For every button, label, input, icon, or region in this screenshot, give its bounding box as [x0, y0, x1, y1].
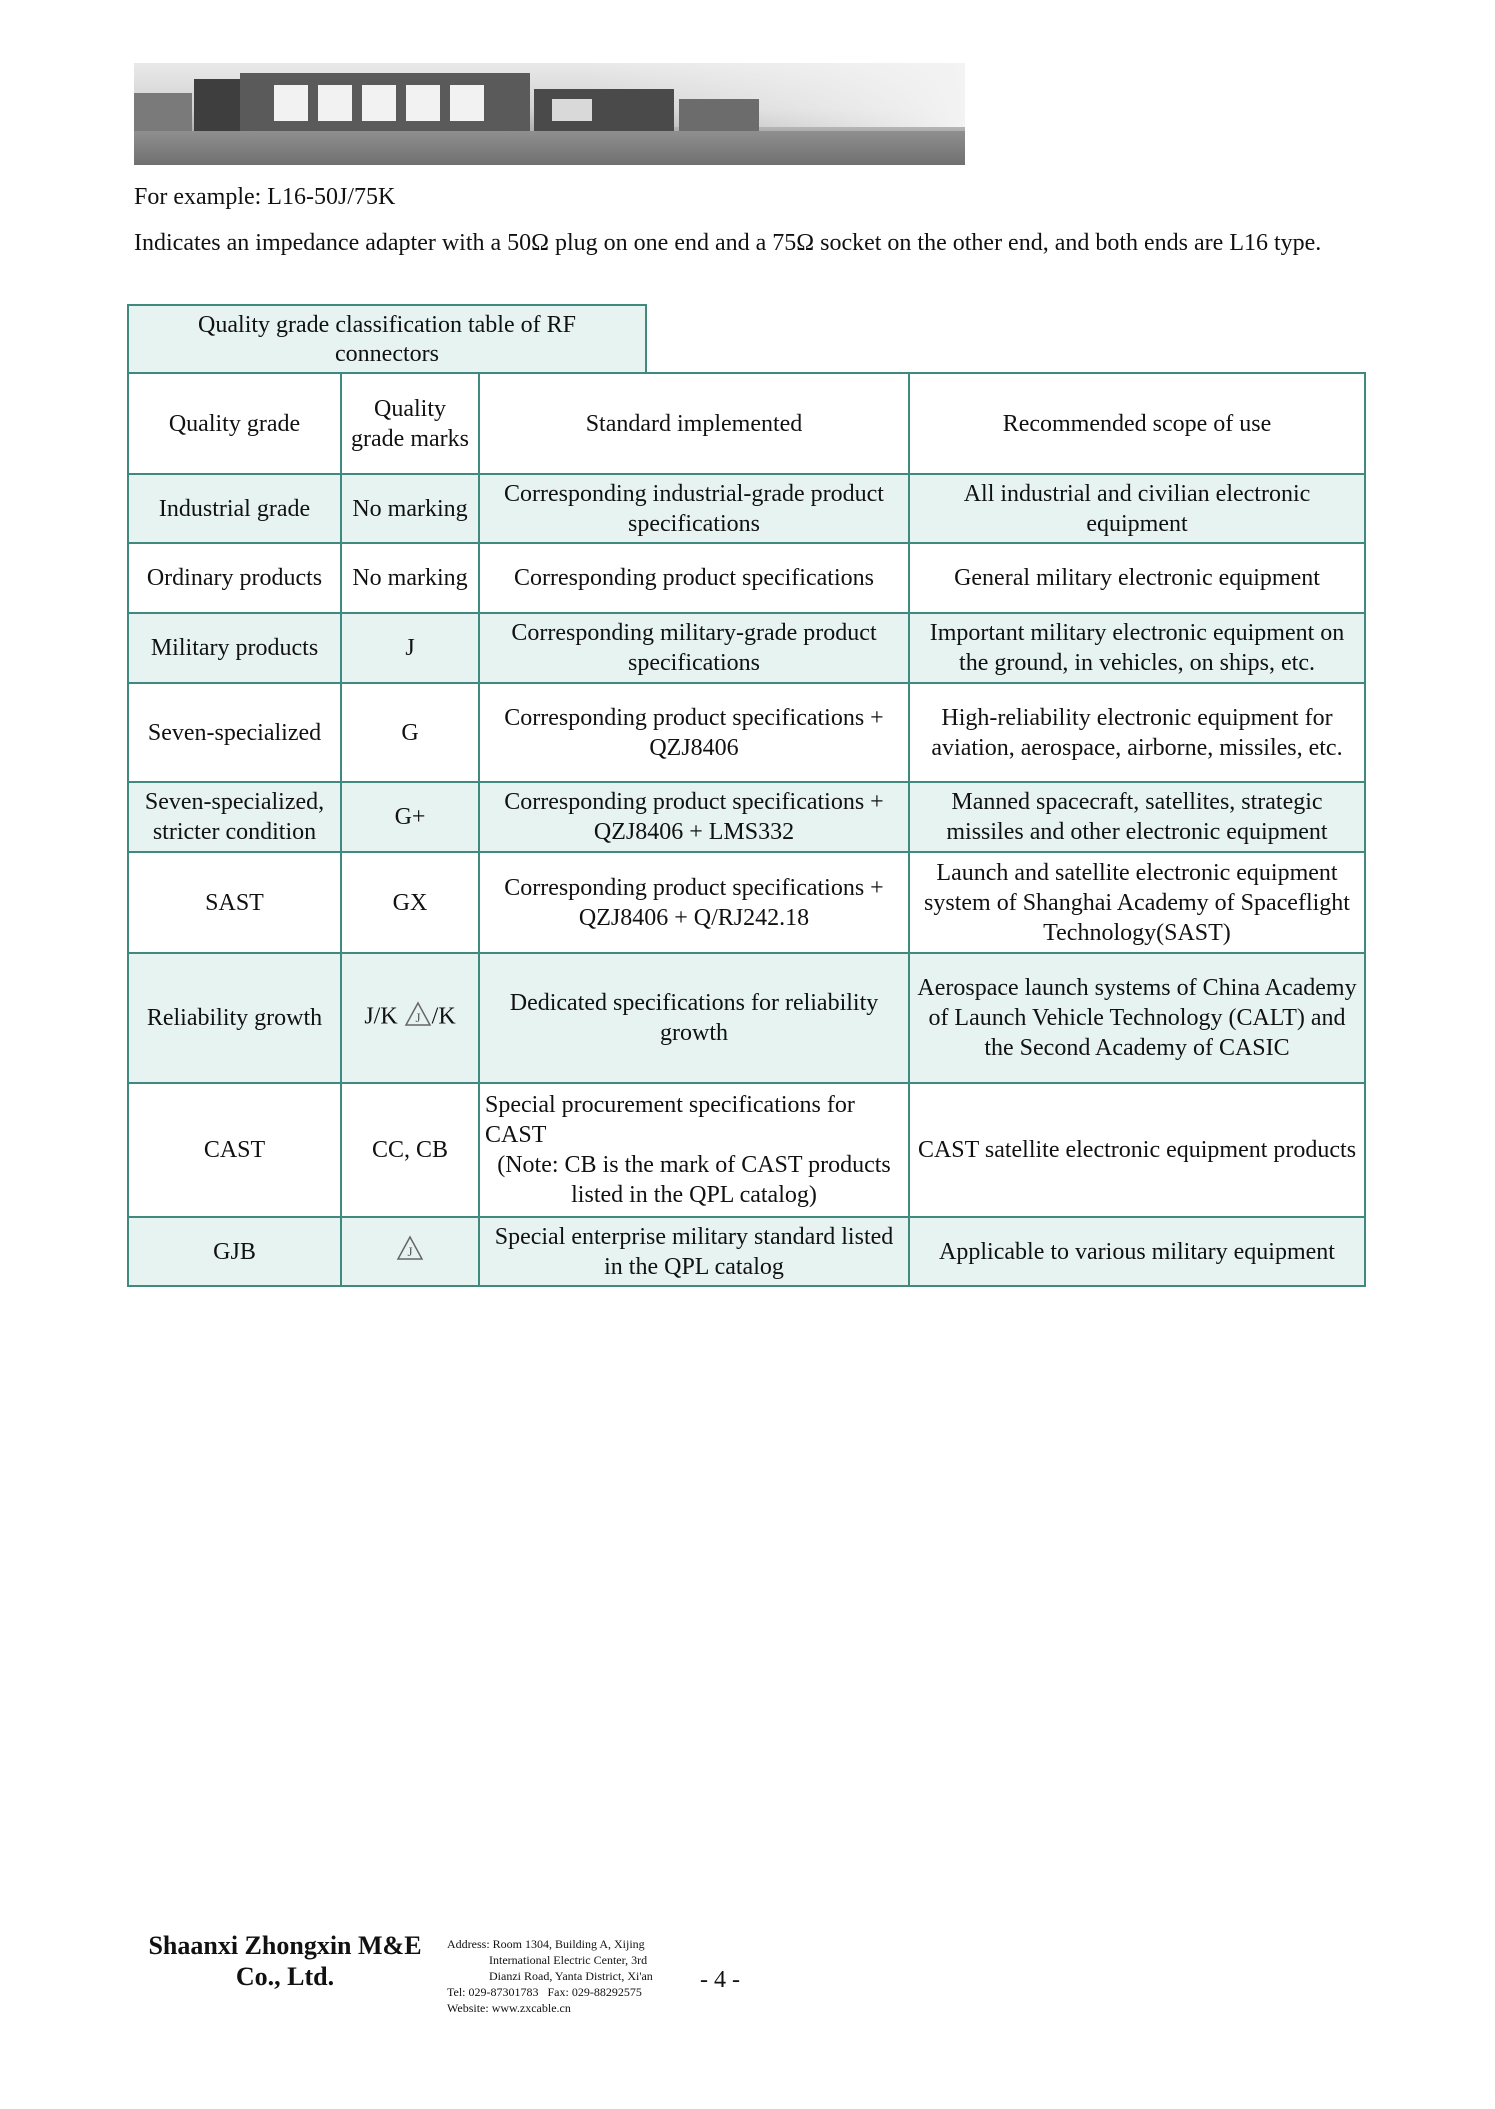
table-caption: Quality grade classification table of RF connectors — [127, 304, 647, 372]
svg-text:J: J — [407, 1243, 413, 1259]
marks-prefix: J/K — [364, 1003, 398, 1030]
standard-line-1: Special procurement specifications for CAST — [485, 1092, 855, 1148]
marks-cell: J — [341, 613, 479, 683]
website: Website: www.zxcable.cn — [447, 2001, 571, 2015]
address-line: Address: Room 1304, Building A, Xijing — [447, 1937, 645, 1951]
table-row — [128, 613, 1365, 683]
address-line: International Electric Center, 3rd — [489, 1953, 648, 1967]
scope-cell: High-reliability electronic equipment for aviation, aerospace, airborne, missiles, etc. — [909, 683, 1365, 782]
marks-cell: No marking — [341, 543, 479, 613]
header-recommended-scope: Recommended scope of use — [909, 373, 1365, 474]
marks-cell — [341, 1217, 479, 1286]
standard-note: (Note: CB is the mark of CAST products listed in the QPL catalog) — [497, 1152, 891, 1208]
standard-cell: Corresponding industrial-grade product specifications — [479, 474, 909, 543]
scope-cell: Applicable to various military equipment — [909, 1217, 1365, 1286]
warning-triangle-icon — [404, 1001, 432, 1035]
table-row — [128, 683, 1365, 782]
company-name: Shaanxi Zhongxin M&E Co., Ltd. — [148, 1931, 422, 1991]
grade-cell: GJB — [128, 1217, 341, 1286]
standard-cell: Dedicated specifications for reliability growth — [479, 953, 909, 1083]
grade-cell: Military products — [128, 613, 341, 683]
table-row — [128, 543, 1365, 613]
table-row — [128, 474, 1365, 543]
standard-cell: Corresponding product specifications + QZJ8406 + Q/RJ242.18 — [479, 852, 909, 953]
header-standard-implemented: Standard implemented — [479, 373, 909, 474]
quality-grade-table — [127, 372, 1366, 1287]
table-row — [128, 1217, 1365, 1286]
table-row — [128, 782, 1365, 852]
grade-cell: SAST — [128, 852, 341, 953]
marks-cell — [341, 953, 479, 1083]
standard-cell: Corresponding product specifications — [479, 543, 909, 613]
scope-cell: All industrial and civilian electronic equipment — [909, 474, 1365, 543]
scope-cell: CAST satellite electronic equipment products — [909, 1083, 1365, 1217]
grade-cell: Seven-specialized — [128, 683, 341, 782]
company-address — [447, 1936, 653, 2016]
svg-text:J: J — [415, 1010, 421, 1025]
header-quality-grade-marks: Quality grade marks — [341, 373, 479, 474]
marks-cell: G+ — [341, 782, 479, 852]
table-header-row — [128, 373, 1365, 474]
scope-cell: Launch and satellite electronic equipment system of Shanghai Academy of Spaceflight Technology(SAST) — [909, 852, 1365, 953]
page-number: - 4 - — [700, 1967, 740, 1993]
grade-cell: Reliability growth — [128, 953, 341, 1083]
standard-cell: Corresponding military-grade product specifications — [479, 613, 909, 683]
description-text: Indicates an impedance adapter with a 50Ω plug on one end and a 75Ω socket on the other end, and both ends are L16 type. — [134, 230, 1322, 256]
header-quality-grade: Quality grade — [128, 373, 341, 474]
grade-cell: Ordinary products — [128, 543, 341, 613]
standard-cell: Corresponding product specifications + QZJ8406 — [479, 683, 909, 782]
grade-cell: Industrial grade — [128, 474, 341, 543]
scope-cell: General military electronic equipment — [909, 543, 1365, 613]
warning-triangle-icon — [396, 1235, 424, 1269]
standard-cell: Special enterprise military standard listed in the QPL catalog — [479, 1217, 909, 1286]
table-row — [128, 852, 1365, 953]
example-text: For example: L16-50J/75K — [134, 184, 396, 210]
grade-cell: Seven-specialized, stricter condition — [128, 782, 341, 852]
address-line: Dianzi Road, Yanta District, Xi'an — [489, 1969, 653, 1983]
table-row — [128, 953, 1365, 1083]
marks-cell: GX — [341, 852, 479, 953]
scope-cell: Aerospace launch systems of China Academy of Launch Vehicle Technology (CALT) and the Second Academy of CASIC — [909, 953, 1365, 1083]
table-row — [128, 1083, 1365, 1217]
scope-cell: Important military electronic equipment on the ground, in vehicles, on ships, etc. — [909, 613, 1365, 683]
marks-cell: No marking — [341, 474, 479, 543]
grade-cell: CAST — [128, 1083, 341, 1217]
scope-cell: Manned spacecraft, satellites, strategic missiles and other electronic equipment — [909, 782, 1365, 852]
marks-suffix: /K — [431, 1003, 456, 1030]
marks-cell: G — [341, 683, 479, 782]
standard-cell — [479, 1083, 909, 1217]
header-banner-image — [134, 63, 965, 165]
marks-cell: CC, CB — [341, 1083, 479, 1217]
standard-cell: Corresponding product specifications + QZJ8406 + LMS332 — [479, 782, 909, 852]
tel-fax: Tel: 029-87301783 Fax: 029-88292575 — [447, 1985, 642, 1999]
